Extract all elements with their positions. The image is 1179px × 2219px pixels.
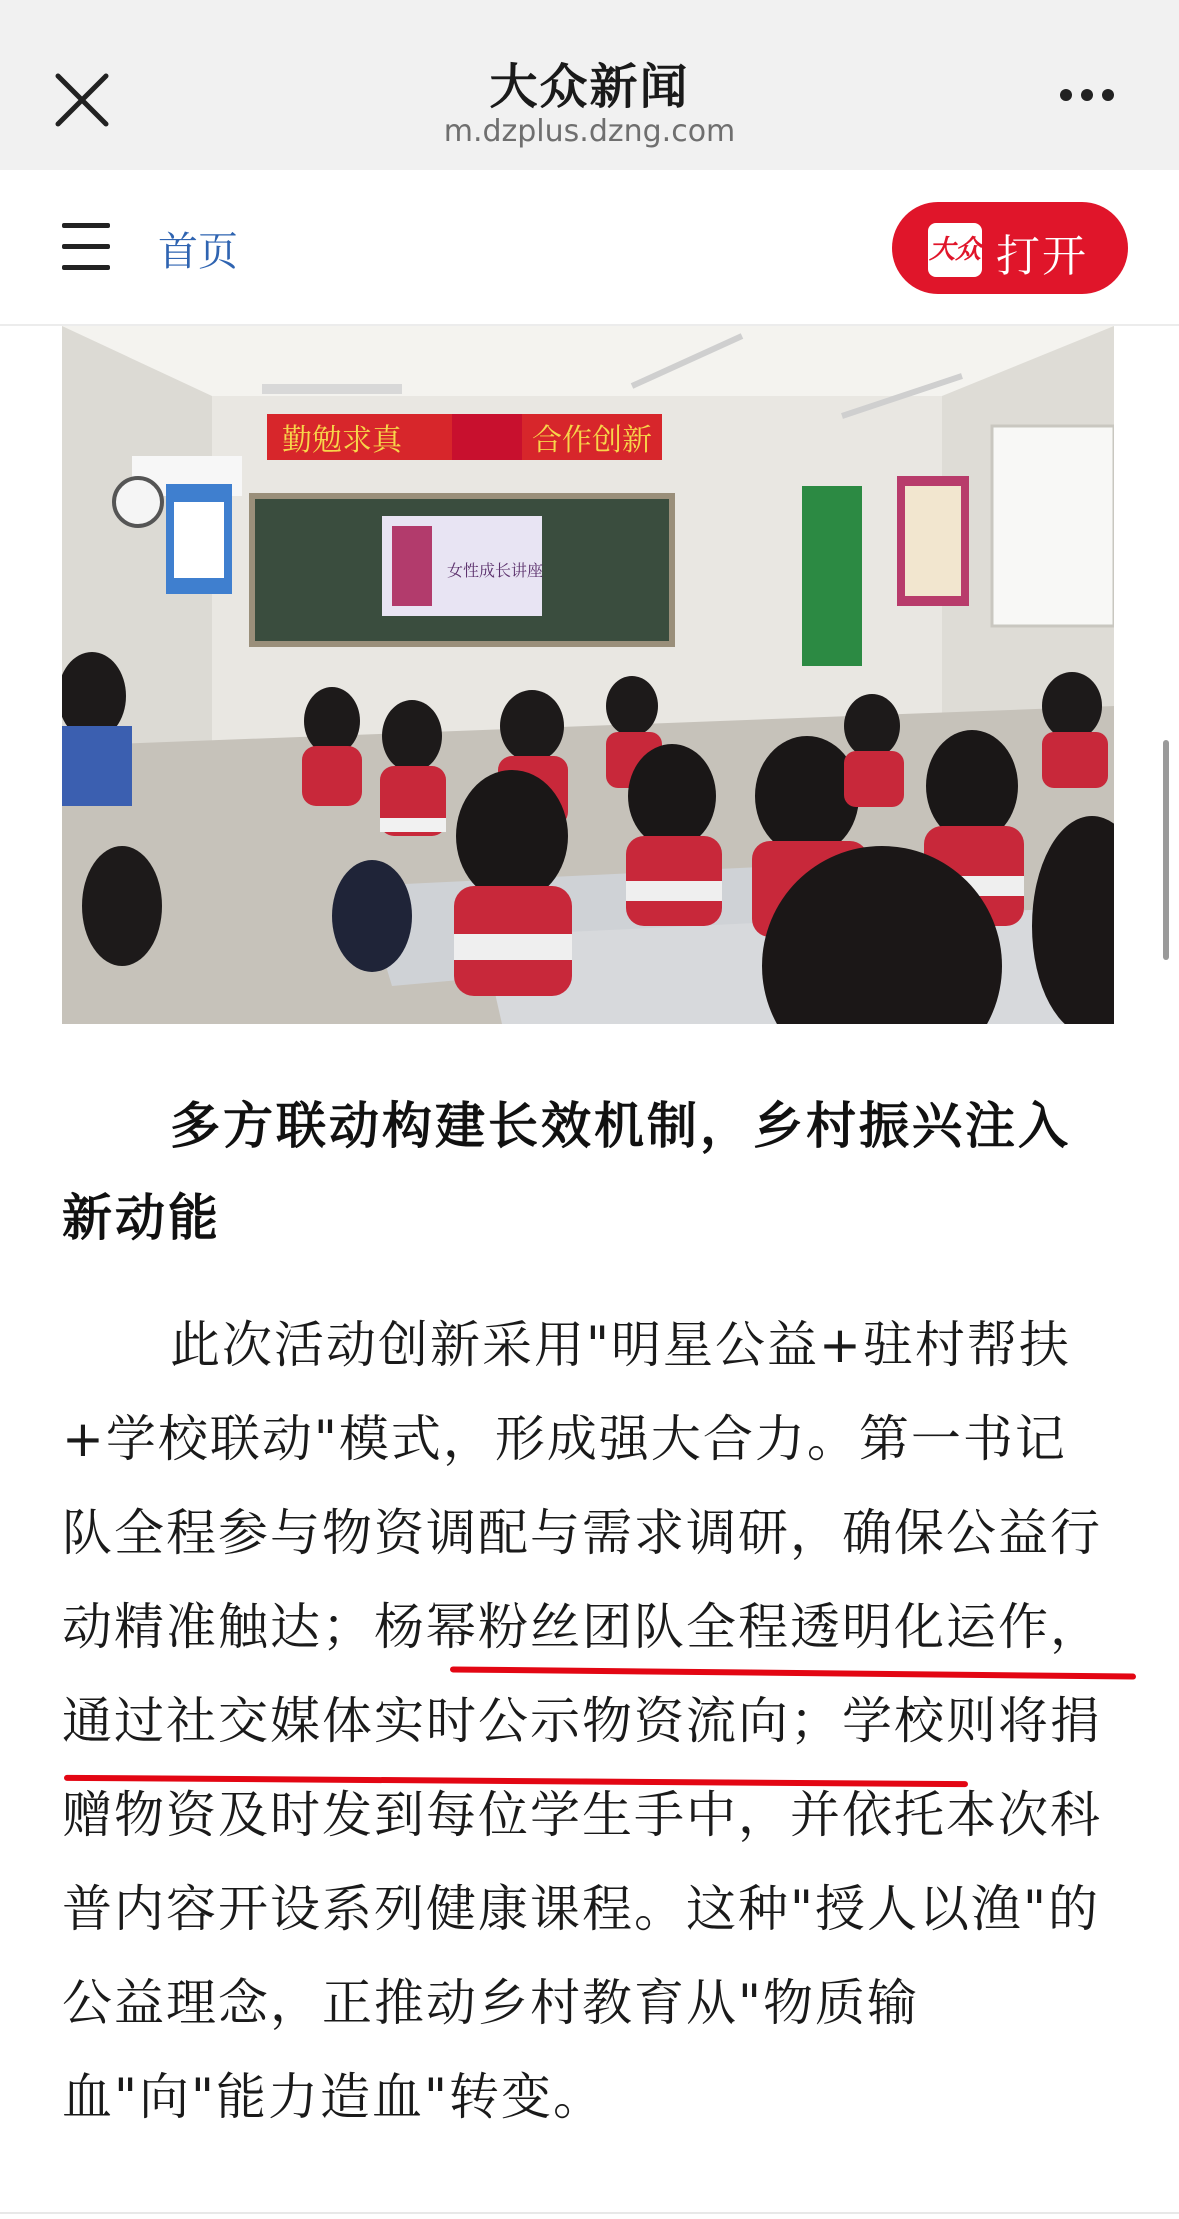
home-link[interactable]: 首页 xyxy=(158,229,238,275)
app-logo-icon: 大众 xyxy=(928,223,982,277)
hamburger-menu-icon[interactable] xyxy=(62,223,112,271)
page-url: m.dzplus.dzng.com xyxy=(443,114,736,149)
page-title: 大众新闻 xyxy=(489,59,690,115)
svg-text:勤勉求真: 勤勉求真 xyxy=(282,423,402,458)
classroom-photo xyxy=(62,326,1114,1024)
page-scrollbar[interactable] xyxy=(1163,740,1169,960)
screen-text: 女性成长讲座 xyxy=(447,561,544,580)
banner-right-text: 合作创新 xyxy=(532,423,652,458)
section-heading: 多方联动构建长效机制，乡村振兴注入新动能 xyxy=(62,1097,1071,1247)
open-app-label: 打开 xyxy=(996,231,1088,282)
banner-left-text xyxy=(282,423,403,458)
article-paragraph: 此次活动创新采用"明星公益+驻村帮扶+学校联动"模式，形成强大合力。第一书记队全程参与物资调配与需求调研，确保公益行动精准触达；杨幂粉丝团队全程透明化运作，通过社交媒体实时公示物资流向；学校则将捐赠物资及时发到每位学生手中，并依托本次科普内容开设系列健康课程。这种"授人以渔"的公益理念，正推动乡村教育从"物质输血"向"能力造血"转变。 xyxy=(62,1316,1102,2126)
app-nav-bar xyxy=(0,170,1179,326)
divider xyxy=(0,2212,1179,2214)
browser-top-bar xyxy=(0,0,1179,171)
more-dots-icon[interactable] xyxy=(1060,86,1130,116)
open-app-button[interactable] xyxy=(892,202,1128,294)
